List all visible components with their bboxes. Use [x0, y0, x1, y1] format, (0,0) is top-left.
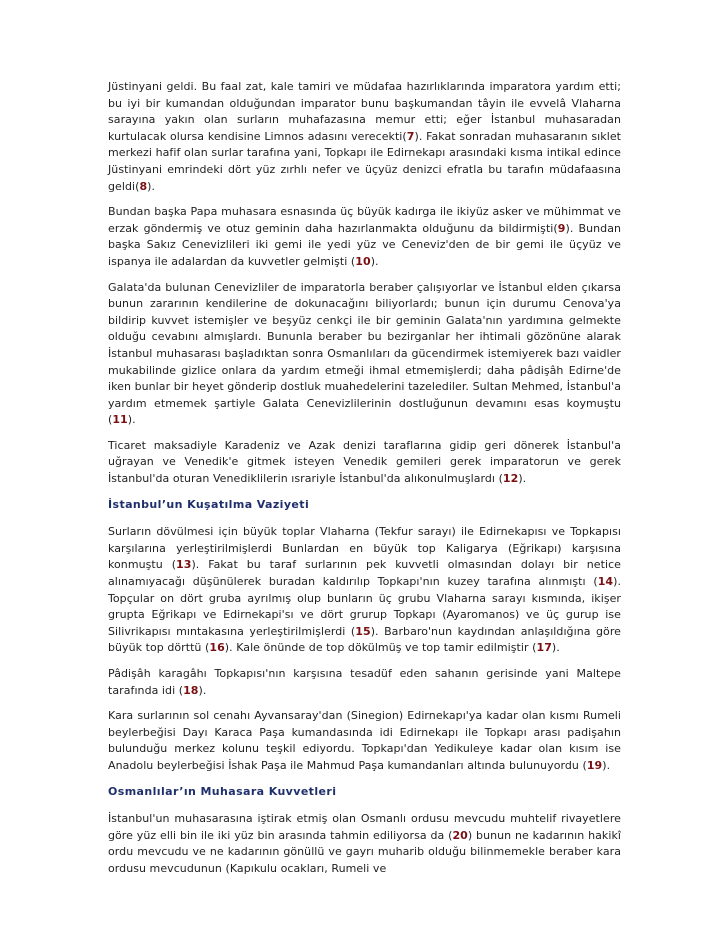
footnote-ref-18[interactable]: 18: [183, 683, 199, 697]
paragraph-galata: [108, 280, 621, 429]
footnote-ref-14[interactable]: 14: [597, 575, 614, 589]
text-run: ). Bundan başka Sakız Cenevizlileri iki gemi ile yedi yüz ve Ceneviz'den de bir gemi ile üçyüz ve ispanya ile adalardan da kuvvetler gelmişti (: [108, 221, 622, 268]
text-run: ) bunun ne kadarının hakikî ordu mevcudu ve ne kadarının gönüllü ve gayrı muharib olduğu bilinmemekle beraber kara ordusu mevcudunun (Kapıkulu ocakları, Rumeli ve: [108, 828, 621, 875]
text-run: İstanbul'un muhasarasına iştirak etmiş olan Osmanlı ordusu mevcudu muhtelif rivayetlere göre yüz elli bin ile iki yüz bin arasında tahmin ediliyorsa da (: [108, 812, 621, 842]
document-page: [108, 79, 621, 887]
paragraph-justinyani: [108, 79, 621, 195]
text-run: ). Fakat bu taraf surlarının pek kuvvetli olmasından dolayı bir netice alınamıyacağı düşünülerek buradan kaldırılıp Topkapı'nın kuzey tarafına alınmıştı (: [108, 558, 621, 589]
text-run: Osmanlılar’ın Muhasara Kuvvetleri: [108, 784, 337, 798]
text-run: ). Topçular on dört gruba ayrılmış olup bunların üç grubu Vlaharna sarayı kısmında, ikişer grupta Eğrikapı ve Edirnekapi'sı ve dört grurup Topkapı (Ayaromanos) ve üç gurup ise Silivrikapısı mıntakasına yerleştirilmişlerdi (: [108, 575, 621, 638]
footnote-ref-20[interactable]: 20: [452, 828, 468, 842]
paragraph-surlar: [108, 524, 621, 657]
text-run: ).: [370, 254, 379, 268]
heading-kusatilma: [108, 497, 621, 514]
footnote-ref-9[interactable]: 9: [557, 221, 566, 235]
text-run: ).: [602, 758, 611, 772]
paragraph-karagah: [108, 666, 621, 699]
heading-muhasara-kuvvetleri: [108, 784, 621, 801]
footnote-ref-12[interactable]: 12: [502, 472, 519, 486]
text-run: Surların dövülmesi için büyük toplar Vlaharna (Tekfur sarayı) ile Edirnekapısı ve Topkapısı karşılarına yerleştirilmişlerdi Bunlardan en büyük top Kaligarya (Eğrikapı) karşısına konmuştu (: [108, 525, 621, 572]
text-run: ).: [518, 472, 527, 486]
paragraph-papa: [108, 204, 621, 270]
text-run: İstanbul’un Kuşatılma Vaziyeti: [108, 497, 310, 511]
text-run: Ticaret maksadiyle Karadeniz ve Azak denizi taraflarına gidip geri dönerek İstanbul'a uğrayan ve Venedik'e gitmek isteyen Venedik gemileri gerek imparatorun ve gerek İstanbul'da oturan Venediklilerin ısrariyle İstanbul'da alıkonulmuşlardı (: [108, 438, 621, 486]
text-run: ).: [127, 413, 136, 427]
text-run: Pâdişâh karagâhı Topkapısı'nın karşısına tesadüf eden sahanın gerisinde yani Maltepe tarafında idi (: [108, 667, 621, 697]
paragraph-kara-surlari: [108, 708, 621, 774]
text-run: ).: [551, 641, 560, 655]
footnote-ref-8[interactable]: 8: [139, 179, 148, 193]
footnote-ref-19[interactable]: 19: [586, 758, 603, 772]
text-run: ). Fakat sonradan muhasaranın sıklet merkezi hafif olan surlar tarafına yani, Topkapı ile Edirnekapı arasındaki kısma intikal edince Jüstinyani emrindeki dört yüz zırhlı nefer ve üçyüz denizci efratla bu tarafın müdafaasına geldi(: [108, 129, 621, 193]
paragraph-istanbul-muhasarasi: [108, 811, 621, 877]
footnote-ref-15[interactable]: 15: [355, 624, 371, 638]
text-run: Bundan başka Papa muhasara esnasında üç büyük kadırga ile ikiyüz asker ve mühimmat ve erzak göndermiş ve otuz geminin daha hazırlanmakta olduğunu da bildirmişti(: [108, 205, 621, 235]
text-run: Galata'da bulunan Cenevizliler de imparatorla beraber çalışıyorlar ve İstanbul elden çıkarsa bunun zararının kendilerine de dokunacağını biliyorlardı; bunun için durumu Cenova'ya bildirip kuvvet istemişler ve beşyüz cenkçi ile bir geminin Galata'nın yardımına gelmekte olduğu cevabını almışlardı. Bununla beraber bu bezirganlar her ihtimali gözönüne alarak İstanbul muhasarası başladıktan sonra Osmanlıları da gücendirmek istemiyerek bazı vaidler mukabilinde gizlice onlara da yardım etmeği ihmal etmemişlerdi; daha pâdişâh Edirne'de iken bunlar bir heyet gönderip dostluk muahedelerini tazelediler. Sultan Mehmed, İstanbul'a yardım etmemek şartiyle Galata Cenevizlilerinin dostluğunun devamını esas koymuştu (: [108, 280, 621, 427]
text-run: ).: [198, 683, 207, 697]
paragraph-ticaret: [108, 438, 621, 488]
text-run: ). Barbaro'nun kaydından anlaşıldığına göre büyük top dörttü (: [108, 624, 621, 655]
text-run: ).: [147, 179, 156, 193]
text-run: Kara surlarının sol cenahı Ayvansaray'dan (Sinegion) Edirnekapı'ya kadar olan kısmı Rumeli beylerbeğisi Dayı Karaca Paşa kumandasında idi Edirnekapı ile Topkapı arası padişahın bulunduğu merkez kolunu teşkil ediyordu. Topkapı'dan Yedikuleye kadar olan kısım ise Anadolu beylerbeğisi İshak Paşa ile Mahmud Paşa kumandanları altında bulunuyordu (: [108, 709, 621, 772]
footnote-ref-10[interactable]: 10: [355, 254, 371, 268]
footnote-ref-7[interactable]: 7: [406, 129, 415, 143]
text-run: Jüstinyani geldi. Bu faal zat, kale tamiri ve müdafaa hazırlıklarında imparatora yardım etti; bu iyi bir kumandan olduğundan imparator bunu başkumandan tâyin ile evvelâ Vlaharna sarayına yakın olan surların muhafazasına memur etti; eğer İstanbul muhasaradan kurtulacak olursa kendisine Limnos adasını verecekti(: [108, 80, 621, 143]
footnote-ref-17[interactable]: 17: [536, 641, 552, 655]
text-run: ). Kale önünde de top dökülmüş ve top tamir edilmiştir (: [224, 641, 537, 655]
footnote-ref-16[interactable]: 16: [209, 641, 225, 655]
footnote-ref-11[interactable]: 11: [112, 413, 128, 427]
footnote-ref-13[interactable]: 13: [176, 558, 192, 572]
